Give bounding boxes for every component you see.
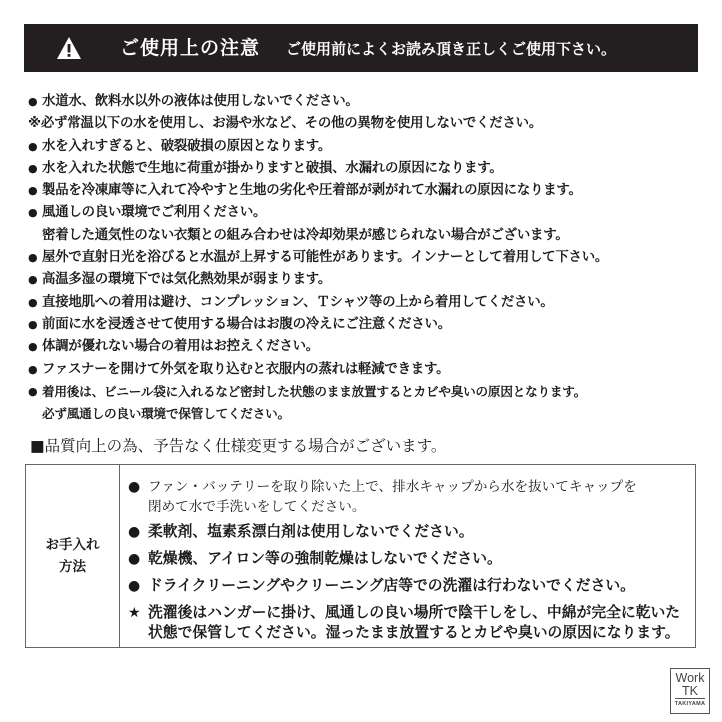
notice-item xyxy=(28,136,708,158)
notice-text: 着用後は、ビニール袋に入れるなど密封した状態のまま放置するとカビや臭いの原因となります。 xyxy=(42,383,587,399)
bullet-icon: ● xyxy=(28,340,38,354)
page-title: ご使用上の注意 xyxy=(120,37,261,59)
notice-text: 体調が優れない場合の着用はお控えください。 xyxy=(42,339,320,355)
notice-list xyxy=(28,91,708,425)
bullet-icon: ● xyxy=(28,362,38,376)
notice-item xyxy=(28,158,708,180)
care-text: 閉めて水で手洗いをしてください。 xyxy=(148,499,366,515)
notice-item xyxy=(28,359,708,381)
bullet-icon: ● xyxy=(28,161,38,175)
bullet-icon: ● xyxy=(128,524,141,540)
notice-item xyxy=(28,269,708,291)
bullet-icon: ● xyxy=(28,317,38,331)
bullet-icon: ● xyxy=(128,551,141,567)
notice-text: 製品を冷凍庫等に入れて冷やすと生地の劣化や圧着部が剥がれて水漏れの原因になります。 xyxy=(42,183,582,199)
bullet-icon: ● xyxy=(28,184,38,198)
care-text: 状態で保管してください。湿ったまま放置するとカビや臭いの原因になります。 xyxy=(148,624,680,641)
bullet-icon: ● xyxy=(128,479,141,495)
notice-text: 直接地肌への着用は避け、コンプレッション、Ｔシャツ等の上から着用してください。 xyxy=(42,294,554,310)
bullet-icon: ● xyxy=(28,206,38,220)
logo-sub: TAKIYAMA xyxy=(674,701,706,707)
notice-item xyxy=(28,202,708,247)
care-text: 乾燥機、アイロン等の強制乾燥はしないでください。 xyxy=(148,550,502,567)
care-item xyxy=(128,603,695,643)
care-list xyxy=(120,465,695,647)
bullet-icon: ● xyxy=(128,578,141,594)
notice-item xyxy=(28,292,708,314)
notice-text: 前面に水を浸透させて使用する場合はお腹の冷えにご注意ください。 xyxy=(42,316,451,332)
notice-text: 風通しの良い環境でご利用ください。 xyxy=(42,205,267,221)
care-text: 洗濯後はハンガーに掛け、風通しの良い場所で陰干しをし、中綿が完全に乾いた xyxy=(148,604,681,621)
notice-item xyxy=(28,247,708,269)
care-heading xyxy=(26,465,120,647)
warning-triangle-icon xyxy=(56,36,82,60)
quality-note: ■品質向上の為、予告なく仕様変更する場合がございます。 xyxy=(30,437,447,455)
notice-text: ファスナーを開けて外気を取り込むと衣服内の蒸れは軽減できます。 xyxy=(42,361,450,377)
star-icon: ★ xyxy=(128,605,141,621)
care-text: 柔軟剤、塩素系漂白剤は使用しないでください。 xyxy=(148,523,474,540)
notice-item xyxy=(28,91,708,113)
notice-item xyxy=(28,180,708,202)
notice-item xyxy=(28,113,708,135)
logo-tk: TK xyxy=(675,685,705,699)
logo-word: Work xyxy=(675,671,705,685)
notice-text: 水を入れすぎると、破裂破損の原因となります。 xyxy=(42,138,332,154)
notice-text: 屋外で直射日光を浴びると水温が上昇する可能性があります。インナーとして着用して下さい。 xyxy=(42,250,609,266)
care-heading-line: 方法 xyxy=(59,559,86,575)
notice-text: 密着した通気性のない衣類との組み合わせは冷却効果が感じられない場合がございます。 xyxy=(42,227,569,243)
care-instructions-table xyxy=(25,464,696,648)
care-item xyxy=(128,522,695,542)
worktk-logo xyxy=(670,668,710,714)
care-heading-line: お手入れ xyxy=(45,537,100,553)
notice-text: 水を入れた状態で生地に荷重が掛かりますと破損、水漏れの原因になります。 xyxy=(42,160,503,176)
care-text: ファン・バッテリーを取り除いた上で、排水キャップから水を抜いてキャップを xyxy=(148,479,637,495)
bullet-icon: ● xyxy=(28,95,38,108)
care-item xyxy=(128,549,695,569)
bullet-icon: ● xyxy=(28,384,38,398)
care-item xyxy=(128,576,695,596)
bullet-icon: ● xyxy=(28,251,38,265)
notice-item xyxy=(28,314,708,336)
notice-text: 高温多湿の環境下では気化熱効果が弱まります。 xyxy=(42,272,332,288)
notice-text: ※必ず常温以下の水を使用し、お湯や氷など、その他の異物を使用しないでください。 xyxy=(28,116,543,132)
notice-item xyxy=(28,381,708,426)
bullet-icon: ● xyxy=(28,139,38,153)
bullet-icon: ● xyxy=(28,273,38,287)
page-subtitle: ご使用前によくお読み頂き正しくご使用下さい。 xyxy=(286,40,617,58)
bullet-icon: ● xyxy=(28,295,38,309)
notice-text: 必ず風通しの良い環境で保管してください。 xyxy=(42,406,290,422)
notice-item xyxy=(28,336,708,358)
care-item xyxy=(128,477,695,517)
warning-header xyxy=(24,24,698,72)
care-text: ドライクリーニングやクリーニング店等での洗濯は行わないでください。 xyxy=(148,577,635,594)
notice-text: 水道水、飲料水以外の液体は使用しないでください。 xyxy=(42,94,359,109)
